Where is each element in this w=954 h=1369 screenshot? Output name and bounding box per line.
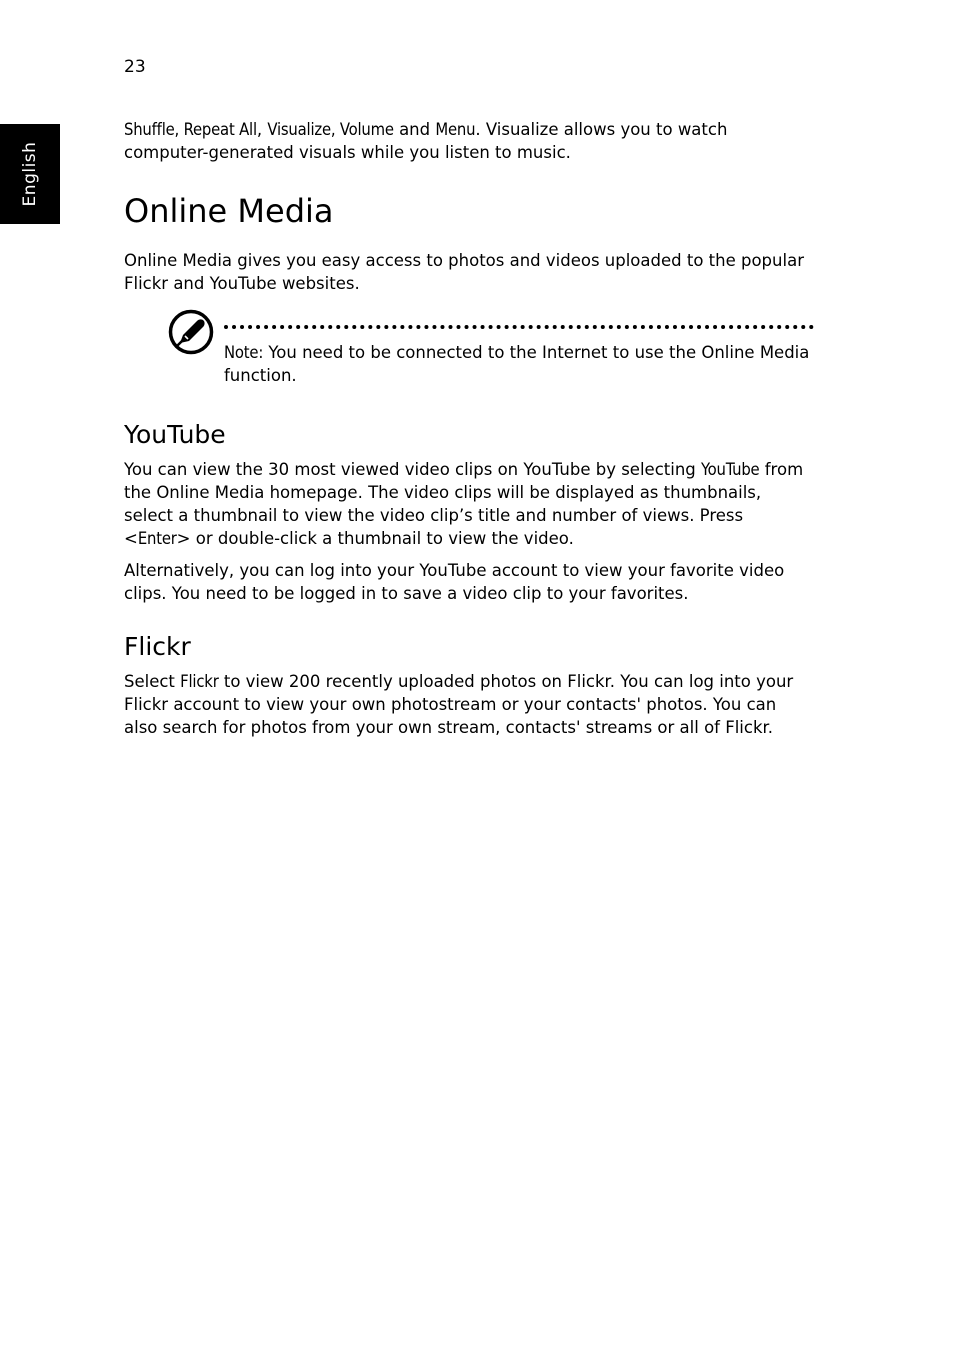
term-menu: Menu (435, 120, 476, 139)
online-media-paragraph: Online Media gives you easy access to photos and videos uploaded to the popular Flickr and YouTube websites. (124, 251, 804, 293)
term-flickr: Flickr (180, 672, 219, 691)
term-youtube: YouTube (701, 460, 760, 479)
intro-paragraph: Shuffle, Repeat All, Visualize, Volume and Menu. Visualize allows you to watch computer-generated visuals while you listen to music. (124, 120, 728, 162)
page-number: 23 (124, 57, 146, 77)
flickr-heading: Flickr (124, 632, 191, 661)
note-text: Note: You need to be connected to the Internet to use the Online Media function. (224, 343, 810, 385)
note-callout (124, 309, 814, 401)
term-visualize-volume: Visualize, Volume (267, 120, 394, 139)
key-enter: Enter (137, 529, 177, 548)
youtube-heading: YouTube (124, 420, 226, 449)
page-content (124, 118, 814, 739)
youtube-paragraph-1: You can view the 30 most viewed video clips on YouTube by selecting YouTube from the Online Media homepage. The video clips will be displayed as thumbnails, select a thumbnail to view the video clip’s title and number of views. Press <Enter> or double-click a thumbnail to view the video. (124, 460, 804, 548)
note-label: Note: (224, 343, 264, 362)
language-tab (0, 124, 60, 224)
flickr-paragraph: Select Flickr to view 200 recently uploaded photos on Flickr. You can log into your Flickr account to view your own photostream or your contacts' photos. You can also search for photos from your own stream, contacts' streams or all of Flickr. (124, 672, 794, 737)
youtube-paragraph-2: Alternatively, you can log into your YouTube account to view your favorite video clips. You need to be logged in to save a video clip to your favorites. (124, 561, 785, 603)
term-shuffle-repeat: Shuffle, Repeat All (124, 120, 257, 139)
note-pen-icon (168, 309, 214, 355)
language-tab-label: English (20, 141, 40, 207)
note-dotted-rule (224, 325, 814, 329)
online-media-heading: Online Media (124, 192, 334, 230)
